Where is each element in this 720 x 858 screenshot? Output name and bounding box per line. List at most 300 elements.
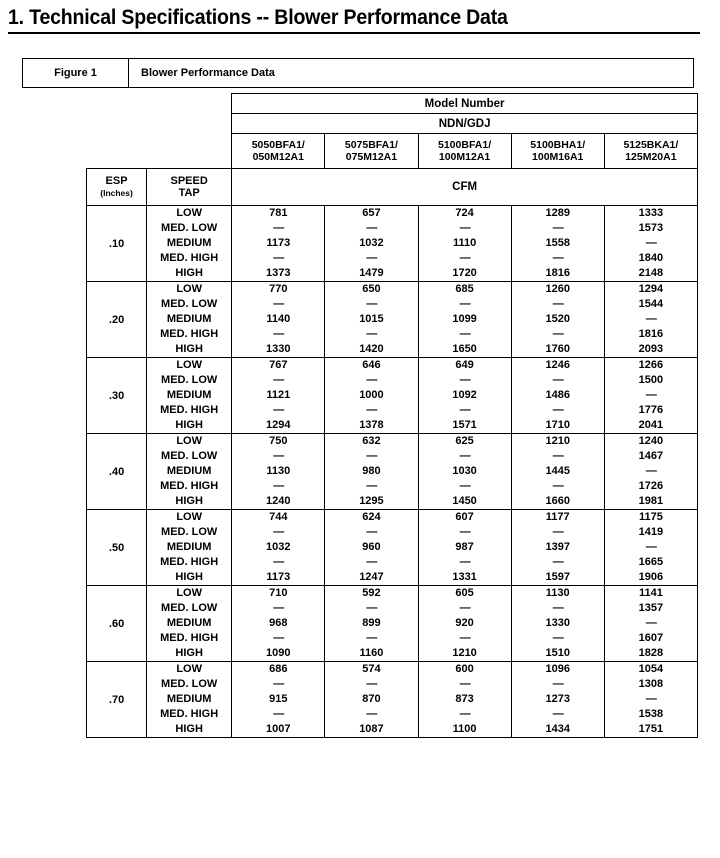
cfm-value-stack <box>325 586 417 661</box>
cfm-value: — <box>366 374 377 386</box>
cfm-value: 1092 <box>452 389 477 401</box>
cfm-value-stack <box>325 510 417 585</box>
speed-tap-label: MED. HIGH <box>160 252 219 264</box>
cfm-value: 1175 <box>638 511 663 523</box>
speed-tap-header <box>147 169 232 206</box>
cfm-value: — <box>273 708 284 720</box>
speed-tap-label: MED. LOW <box>161 678 218 690</box>
cfm-value-stack <box>232 434 324 509</box>
cfm-value-cell <box>325 434 418 510</box>
table-row <box>87 662 698 738</box>
esp-header-units: (Inches) <box>100 188 133 198</box>
cfm-value-stack <box>325 434 417 509</box>
title-divider <box>8 32 700 34</box>
cfm-value: — <box>552 602 563 614</box>
figure-label: Figure 1 <box>23 59 129 87</box>
cfm-value: — <box>366 526 377 538</box>
cfm-value: 646 <box>362 359 381 371</box>
speed-tap-label: MED. HIGH <box>160 328 219 340</box>
cfm-value: — <box>552 526 563 538</box>
cfm-value: — <box>645 693 656 705</box>
speed-tap-label: MEDIUM <box>166 541 212 553</box>
cfm-value-stack <box>232 206 324 281</box>
cfm-value: 1479 <box>359 267 384 279</box>
cfm-value: — <box>552 328 563 340</box>
esp-value-cell: .60 <box>87 586 147 662</box>
cfm-value: 724 <box>455 207 474 219</box>
cfm-value: 1247 <box>359 571 384 583</box>
cfm-value: 873 <box>455 693 474 705</box>
cfm-value: 1467 <box>638 450 664 462</box>
cfm-value: 624 <box>362 511 381 523</box>
speed-tap-label: LOW <box>176 663 202 675</box>
cfm-value: — <box>552 708 563 720</box>
spacer-cell-tap <box>147 94 232 114</box>
cfm-value: 2093 <box>638 343 664 355</box>
cfm-value-cell <box>325 282 418 358</box>
speed-tap-label: MEDIUM <box>166 389 212 401</box>
cfm-value-stack <box>512 358 604 433</box>
cfm-value: 1240 <box>638 435 664 447</box>
cfm-value: — <box>645 389 656 401</box>
cfm-value: — <box>552 632 563 644</box>
cfm-value: — <box>645 313 656 325</box>
cfm-value-stack <box>232 662 324 737</box>
blower-performance-table-container <box>86 93 698 738</box>
cfm-value: — <box>273 556 284 568</box>
table-row <box>87 282 698 358</box>
cfm-value: — <box>273 404 284 416</box>
cfm-value: — <box>552 222 563 234</box>
cfm-value-cell <box>604 434 697 510</box>
cfm-value: — <box>459 602 470 614</box>
cfm-value: 1032 <box>266 541 291 553</box>
cfm-value: — <box>459 222 470 234</box>
cfm-value: 1573 <box>638 222 664 234</box>
cfm-value: 1660 <box>545 495 570 507</box>
speed-tap-cell <box>147 434 232 510</box>
speed-tap-stack <box>147 282 231 357</box>
cfm-value-cell <box>604 510 697 586</box>
cfm-value: 574 <box>362 663 381 675</box>
cfm-value: — <box>273 678 284 690</box>
cfm-value: 1538 <box>638 708 664 720</box>
cfm-value: — <box>552 374 563 386</box>
cfm-value-cell <box>232 662 325 738</box>
cfm-value: — <box>366 602 377 614</box>
esp-value-cell: .10 <box>87 206 147 282</box>
cfm-value-cell <box>232 206 325 282</box>
cfm-value: — <box>645 617 656 629</box>
cfm-value: — <box>366 222 377 234</box>
speed-tap-cell <box>147 662 232 738</box>
cfm-value-cell <box>232 358 325 434</box>
cfm-value: 1816 <box>545 267 570 279</box>
cfm-value: 1378 <box>359 419 384 431</box>
cfm-value-stack <box>232 586 324 661</box>
cfm-value-cell <box>604 662 697 738</box>
spacer-cell-tap-2 <box>147 114 232 134</box>
speed-tap-cell <box>147 586 232 662</box>
model-column-header-4 <box>511 134 604 169</box>
blower-performance-table <box>86 93 698 738</box>
cfm-value-stack <box>605 358 697 433</box>
cfm-value: 1760 <box>545 343 570 355</box>
model-header-line1: 5100BHA1/ <box>530 138 586 151</box>
cfm-value: 1266 <box>638 359 664 371</box>
cfm-value: — <box>273 480 284 492</box>
cfm-value: 1121 <box>266 389 291 401</box>
esp-header-label: ESP <box>105 175 128 187</box>
cfm-value-stack <box>325 358 417 433</box>
cfm-value: 1210 <box>452 647 477 659</box>
esp-value-cell: .40 <box>87 434 147 510</box>
cfm-value-cell <box>232 434 325 510</box>
speed-tap-label: MEDIUM <box>166 693 212 705</box>
header-row-brand <box>87 114 698 134</box>
cfm-value-stack <box>419 434 511 509</box>
table-row <box>87 586 698 662</box>
cfm-value: 1828 <box>638 647 664 659</box>
cfm-value: 1140 <box>266 313 291 325</box>
speed-tap-label: MED. HIGH <box>160 404 219 416</box>
cfm-value: — <box>552 450 563 462</box>
cfm-value-stack <box>512 662 604 737</box>
cfm-value: 1110 <box>452 237 477 249</box>
cfm-value-stack <box>512 510 604 585</box>
cfm-value: 2148 <box>638 267 664 279</box>
cfm-value: — <box>459 450 470 462</box>
speed-tap-label: HIGH <box>175 419 203 431</box>
cfm-value: — <box>459 632 470 644</box>
cfm-value-stack <box>232 282 324 357</box>
cfm-value: — <box>645 237 656 249</box>
esp-value-cell: .70 <box>87 662 147 738</box>
speed-tap-label: LOW <box>176 283 202 295</box>
cfm-value: 968 <box>269 617 288 629</box>
cfm-value: 1007 <box>266 723 291 735</box>
model-header-line2: 050M12A1 <box>252 151 304 163</box>
cfm-value: 1099 <box>452 313 477 325</box>
model-header-line1: 5125BKA1/ <box>623 138 679 151</box>
speed-tap-label: LOW <box>176 511 202 523</box>
cfm-value: 607 <box>455 511 474 523</box>
cfm-value: — <box>273 374 284 386</box>
cfm-value: — <box>459 298 470 310</box>
cfm-value-stack <box>419 586 511 661</box>
model-header-line2: 125M20A1 <box>625 151 677 163</box>
cfm-value-stack <box>419 206 511 281</box>
cfm-value: 625 <box>455 435 474 447</box>
esp-header <box>87 169 147 206</box>
figure-caption: Blower Performance Data <box>141 67 275 79</box>
cfm-value: — <box>273 632 284 644</box>
cfm-value: — <box>459 708 470 720</box>
speed-tap-label: HIGH <box>175 647 203 659</box>
speed-tap-label: HIGH <box>175 343 203 355</box>
cfm-value: 1246 <box>545 359 570 371</box>
cfm-value: — <box>552 556 563 568</box>
cfm-value: 1665 <box>638 556 664 568</box>
cfm-value-stack <box>325 662 417 737</box>
header-row-model-number <box>87 94 698 114</box>
cfm-value: 1720 <box>452 267 477 279</box>
cfm-value-cell <box>418 586 511 662</box>
cfm-value: — <box>366 480 377 492</box>
cfm-value-cell <box>325 662 418 738</box>
spacer-cell-tap-3 <box>147 134 232 169</box>
speed-tap-label: HIGH <box>175 723 203 735</box>
speed-tap-cell <box>147 206 232 282</box>
cfm-value: 1816 <box>638 328 664 340</box>
cfm-value-cell <box>511 434 604 510</box>
speed-tap-label: LOW <box>176 435 202 447</box>
cfm-value: 1434 <box>545 723 570 735</box>
model-header-line1: 5050BFA1/ <box>251 138 305 151</box>
cfm-value-cell <box>418 206 511 282</box>
cfm-value: — <box>366 556 377 568</box>
speed-tap-stack <box>147 510 231 585</box>
cfm-value: — <box>366 632 377 644</box>
cfm-value-stack <box>605 510 697 585</box>
cfm-value: — <box>459 374 470 386</box>
speed-tap-label: LOW <box>176 587 202 599</box>
speed-tap-label: MEDIUM <box>166 237 212 249</box>
cfm-value: 870 <box>362 693 381 705</box>
cfm-value: 1450 <box>452 495 477 507</box>
cfm-value-cell <box>418 358 511 434</box>
cfm-value: 1571 <box>452 419 477 431</box>
cfm-value: 1289 <box>545 207 570 219</box>
cfm-value: 1486 <box>545 389 570 401</box>
cfm-value-cell <box>511 510 604 586</box>
cfm-value: 1130 <box>545 587 570 599</box>
cfm-value: 1331 <box>452 571 477 583</box>
cfm-value: 1096 <box>545 663 570 675</box>
table-row <box>87 206 698 282</box>
cfm-value: 750 <box>269 435 288 447</box>
cfm-value: 920 <box>455 617 474 629</box>
speed-tap-label: MED. HIGH <box>160 708 219 720</box>
cfm-value: 1906 <box>638 571 664 583</box>
esp-value-cell: .20 <box>87 282 147 358</box>
cfm-value-stack <box>605 282 697 357</box>
cfm-value-cell <box>418 510 511 586</box>
speed-tap-label: MEDIUM <box>166 617 212 629</box>
model-header-line1: 5100BFA1/ <box>438 138 492 151</box>
cfm-value: — <box>273 602 284 614</box>
spacer-cell-esp-3 <box>87 134 147 169</box>
model-column-header-2 <box>325 134 418 169</box>
cfm-value: — <box>459 252 470 264</box>
header-row-esp-cfm <box>87 169 698 206</box>
cfm-value: 1981 <box>638 495 664 507</box>
model-header-line1: 5075BFA1/ <box>344 138 398 151</box>
cfm-value: 1420 <box>359 343 384 355</box>
cfm-value: 710 <box>269 587 288 599</box>
speed-tap-stack <box>147 586 231 661</box>
table-body <box>87 206 698 738</box>
speed-tap-label: MED. HIGH <box>160 632 219 644</box>
speed-tap-label: MED. LOW <box>161 374 218 386</box>
esp-value-cell: .30 <box>87 358 147 434</box>
cfm-value: 1087 <box>359 723 384 735</box>
cfm-value: 781 <box>269 207 288 219</box>
cfm-value: 1260 <box>545 283 570 295</box>
cfm-value-cell <box>325 586 418 662</box>
cfm-value: 1558 <box>545 237 570 249</box>
cfm-value: 1308 <box>638 678 664 690</box>
cfm-value: — <box>366 404 377 416</box>
cfm-value: 1357 <box>638 602 664 614</box>
cfm-value-cell <box>418 282 511 358</box>
cfm-value-cell <box>325 510 418 586</box>
cfm-value: — <box>273 222 284 234</box>
cfm-value-cell <box>511 206 604 282</box>
spacer-cell-esp <box>87 94 147 114</box>
figure-caption-bar <box>22 58 694 88</box>
cfm-value-cell <box>418 662 511 738</box>
speed-tap-cell <box>147 282 232 358</box>
cfm-value: — <box>552 298 563 310</box>
cfm-value: 1295 <box>359 495 384 507</box>
cfm-value: 1141 <box>638 587 663 599</box>
esp-value-cell: .50 <box>87 510 147 586</box>
cfm-value: 1650 <box>452 343 477 355</box>
cfm-value: 744 <box>269 511 288 523</box>
cfm-value: 1054 <box>638 663 664 675</box>
cfm-value: 767 <box>269 359 288 371</box>
cfm-value: 1840 <box>638 252 664 264</box>
speed-tap-cell <box>147 358 232 434</box>
cfm-value: 1210 <box>545 435 570 447</box>
cfm-value-cell <box>325 206 418 282</box>
model-column-header-5 <box>604 134 697 169</box>
page-title: 1. Technical Specifications -- Blower Performance Data <box>8 6 508 29</box>
speed-tap-label: MEDIUM <box>166 465 212 477</box>
cfm-value-stack <box>232 510 324 585</box>
cfm-value: 915 <box>269 693 288 705</box>
model-number-header: Model Number <box>232 94 698 114</box>
model-column-header-3 <box>418 134 511 169</box>
cfm-value: 1100 <box>452 723 477 735</box>
cfm-value: 770 <box>269 283 288 295</box>
cfm-value: 1173 <box>266 237 291 249</box>
speed-tap-label: MED. LOW <box>161 222 218 234</box>
speed-tap-label: MED. LOW <box>161 298 218 310</box>
speed-tap-label: MED. HIGH <box>160 480 219 492</box>
speed-tap-label: MEDIUM <box>166 313 212 325</box>
speed-tap-header-line1: SPEED <box>170 175 208 187</box>
cfm-value: 1015 <box>359 313 384 325</box>
cfm-value-stack <box>419 662 511 737</box>
cfm-value-cell <box>511 586 604 662</box>
speed-tap-label: LOW <box>176 359 202 371</box>
cfm-value: 1090 <box>266 647 291 659</box>
cfm-value: 1607 <box>638 632 664 644</box>
model-header-line2: 100M12A1 <box>438 151 491 163</box>
cfm-value: 1177 <box>545 511 570 523</box>
cfm-value: — <box>459 328 470 340</box>
cfm-value: 980 <box>362 465 381 477</box>
speed-tap-cell <box>147 510 232 586</box>
table-row <box>87 358 698 434</box>
cfm-value: 1030 <box>452 465 477 477</box>
cfm-value: 1419 <box>638 526 664 538</box>
cfm-value-stack <box>419 510 511 585</box>
header-row-model-numbers <box>87 134 698 169</box>
cfm-value-cell <box>604 206 697 282</box>
cfm-value: 650 <box>362 283 381 295</box>
cfm-value-cell <box>232 586 325 662</box>
speed-tap-stack <box>147 206 231 281</box>
speed-tap-label: MED. HIGH <box>160 556 219 568</box>
cfm-value: — <box>459 556 470 568</box>
cfm-value-stack <box>605 434 697 509</box>
cfm-value: — <box>645 541 656 553</box>
cfm-value-cell <box>511 358 604 434</box>
cfm-value: — <box>273 252 284 264</box>
speed-tap-label: HIGH <box>175 571 203 583</box>
cfm-value: 1240 <box>266 495 291 507</box>
model-column-header-1 <box>232 134 325 169</box>
cfm-value: — <box>366 450 377 462</box>
cfm-value-cell <box>325 358 418 434</box>
cfm-value-cell <box>418 434 511 510</box>
cfm-value: 592 <box>362 587 381 599</box>
model-header-line2: 100M16A1 <box>532 151 584 163</box>
cfm-value: 1726 <box>638 480 664 492</box>
model-header-line2: 075M12A1 <box>345 151 398 163</box>
page-header <box>8 6 708 34</box>
cfm-value: — <box>366 298 377 310</box>
speed-tap-label: HIGH <box>175 267 203 279</box>
cfm-value: 685 <box>455 283 474 295</box>
cfm-value: 899 <box>362 617 381 629</box>
cfm-value: — <box>366 708 377 720</box>
cfm-value: — <box>366 678 377 690</box>
cfm-header: CFM <box>232 169 698 206</box>
cfm-value: — <box>552 252 563 264</box>
cfm-value: 1130 <box>266 465 291 477</box>
brand-header: NDN/GDJ <box>232 114 698 134</box>
cfm-value: — <box>459 526 470 538</box>
cfm-value: 1500 <box>638 374 664 386</box>
cfm-value: 2041 <box>638 419 664 431</box>
cfm-value-cell <box>511 282 604 358</box>
cfm-value: 1397 <box>545 541 570 553</box>
cfm-value: 1373 <box>266 267 291 279</box>
cfm-value: — <box>366 252 377 264</box>
speed-tap-stack <box>147 434 231 509</box>
cfm-value: 605 <box>455 587 474 599</box>
cfm-value-cell <box>604 586 697 662</box>
speed-tap-label: MED. LOW <box>161 526 218 538</box>
cfm-value-stack <box>512 434 604 509</box>
cfm-value: 632 <box>362 435 381 447</box>
cfm-value: — <box>459 678 470 690</box>
cfm-value: — <box>459 404 470 416</box>
cfm-value: 1597 <box>545 571 570 583</box>
table-row <box>87 510 698 586</box>
cfm-value: 657 <box>362 207 381 219</box>
cfm-value-cell <box>232 282 325 358</box>
table-head <box>87 94 698 206</box>
cfm-value-stack <box>232 358 324 433</box>
cfm-value: 1445 <box>545 465 570 477</box>
cfm-value: 1330 <box>545 617 570 629</box>
cfm-value: 1776 <box>638 404 664 416</box>
